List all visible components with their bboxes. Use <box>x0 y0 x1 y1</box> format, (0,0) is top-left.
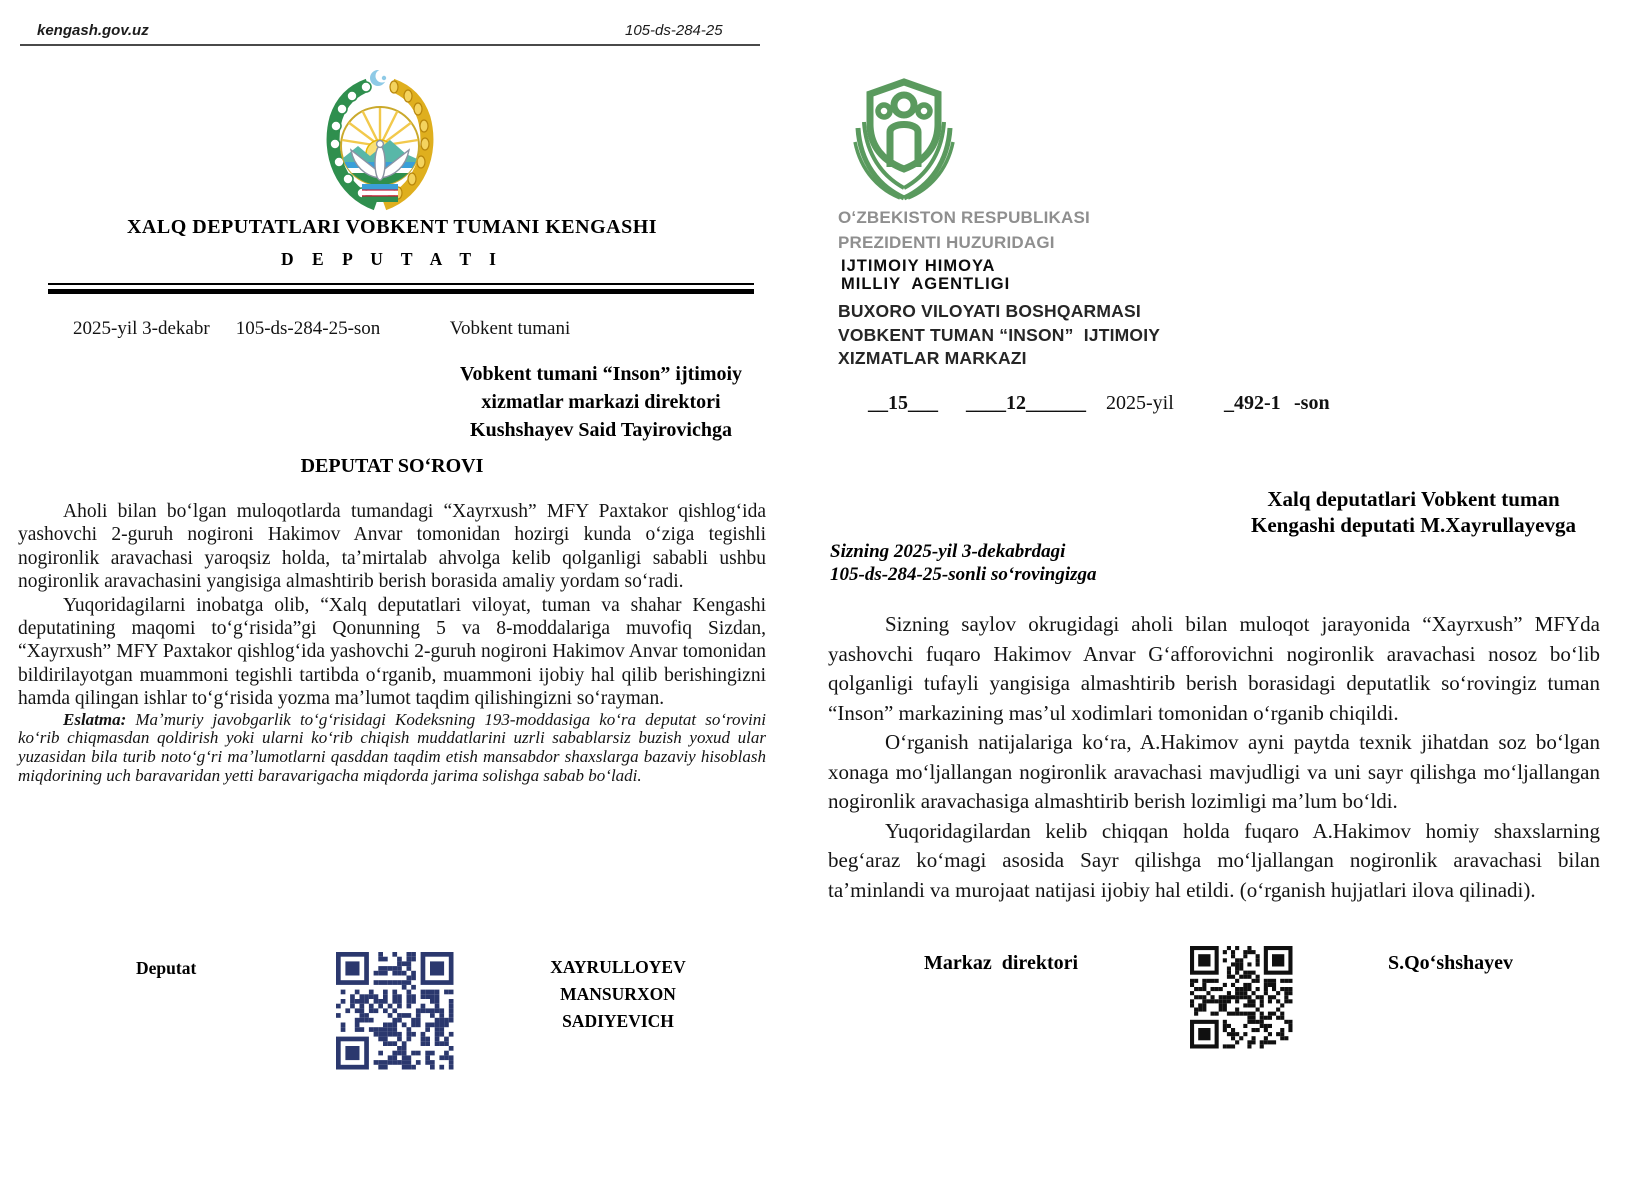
header-doc-number: 105-ds-284-25 <box>625 22 723 39</box>
right-letter <box>828 0 1600 1181</box>
right-date-day: __15___ <box>868 392 938 414</box>
right-reference-line: Sizning 2025-yil 3-dekabrdagi <box>830 541 1066 562</box>
left-signature-name <box>523 954 713 1035</box>
right-reference-line: 105-ds-284-25-sonli soʻrovingizga <box>830 564 1097 585</box>
left-recipient-block <box>438 360 764 444</box>
left-place: Vobkent tumani <box>449 318 571 339</box>
right-recipient-line: Xalq deputatlari Vobkent tuman <box>1267 487 1560 511</box>
right-doc-number: _492-1 <box>1224 392 1281 414</box>
double-rule <box>48 283 754 294</box>
agency-country-line: PREZIDENTI HUZURIDAGI <box>838 232 1055 252</box>
left-org-title-line1: XALQ DEPUTATLARI VOBKENT TUMANI KENGASHI <box>126 216 658 238</box>
header-site-url: kengash.gov.uz <box>37 22 149 39</box>
left-signature-role: Deputat <box>136 958 197 978</box>
left-date: 2025-yil 3-dekabr <box>73 318 210 339</box>
social-protection-agency-logo <box>852 72 956 209</box>
qr-code-right-signature <box>1190 946 1293 1049</box>
branch-name-line: BUXORO VILOYATI BOSHQARMASI <box>838 301 1141 321</box>
uzbekistan-state-emblem <box>310 66 450 217</box>
right-date-month: ____12______ <box>966 392 1086 414</box>
right-body <box>828 610 1600 905</box>
left-recipient-line: Kushshayev Said Tayirovichga <box>470 419 732 441</box>
right-reference-block <box>830 540 1097 586</box>
agency-country-lines <box>838 206 1090 255</box>
left-body <box>18 500 771 786</box>
agency-name-lines <box>841 258 1010 293</box>
agency-name-line: MILLIY AGENTLIGI <box>841 274 1011 293</box>
left-recipient-line: xizmatlar markazi direktori <box>481 391 721 413</box>
left-note-text: Maʼmuriy javobgarlik toʻgʻrisidagi Kodeksning 193-moddasiga koʻra deputat soʻrovini koʻrib chiqmasdan qoldirish yoki ularni koʻrib chiqish muddatlarini uzrli sabablarsiz buzish yoxud ular yuzasidan bila turib notoʻgʻri maʼlumotlarni qasddan taqdim etish mansabdor shaxslarga bazaviy hisoblash miqdorining uch baravaridan yetti baravarigacha miqdorda jarima solishga sabab boʻladi. <box>18 709 771 786</box>
left-letter <box>18 0 771 1181</box>
agency-name-line: IJTIMOIY HIMOYA <box>841 257 996 275</box>
right-doc-number-suffix: -son <box>1294 392 1330 414</box>
left-number: 105-ds-284-25-son <box>235 318 381 339</box>
right-paragraph-1: Sizning saylov okrugidagi aholi bilan muloqot jarayonida “Xayrxush” MFYda yashovchi fuqaro Hakimov Anvar Gʻafforovichni nogironlik aravachasi nosoz boʻlib qolganligi tufayli yangisiga almashtirib berish borasidagi deputatlik soʻrovingiz tuman “Inson” markazining masʼul xodimlari tomonidan oʻrganib chiqildi. <box>828 612 1600 725</box>
right-signature-name: S.Qoʻshshayev <box>1387 952 1514 974</box>
agency-country-line: OʻZBEKISTON RESPUBLIKASI <box>838 208 1090 227</box>
right-paragraph-2: Oʻrganish natijalariga koʻra, A.Hakimov ayni paytda texnik jihatdan soz boʻlgan xonaga moʻljallangan nogironlik aravachasi mavjudligi va uni sayr qilishga moʻljallangan nogironlik aravachasiga almashtirib berish lozimligi maʼlum boʻldi. <box>828 730 1600 813</box>
left-signature-name-line: XAYRULLOYEV <box>550 957 686 977</box>
right-signature-role: Markaz direktori <box>924 952 1079 974</box>
right-paragraph-3: Yuqoridagilardan kelib chiqqan holda fuqaro A.Hakimov homiy shaxslarning begʻaraz koʻmagi asosida Sayr qilishga moʻljallangan nogironlik aravachasi bilan taʼminlandi va murojaat natijasi ijobiy hal etildi. (oʻrganish hujjatlari ilova qilinadi). <box>828 818 1600 902</box>
left-paragraph-2: Yuqoridagilarni inobatga olib, “Xalq deputatlari viloyat, tuman va shahar Kengashi deputatining maqomi toʻgʻrisida”gi Qonunning 5 va 8-moddalariga muvofiq Sizdan, “Xayrxush” MFY Paxtakor qishlogʻida yashovchi 2-guruh nogironi Hakimov Anvar tomonidan bildirilayotgan muammoni tegishli tartibda oʻrganib, muammoni ijobiy hal qilib berishingizni hamda qilingan ishlar toʻgʻrisida yozma maʼlumot taqdim qilishingizni soʻrayman. <box>18 594 766 710</box>
left-note-label: Eslatma: <box>63 709 127 729</box>
qr-code-left-signature <box>336 952 454 1070</box>
branch-name-line: VOBKENT TUMAN “INSON” IJTIMOIY <box>838 324 1161 345</box>
left-paragraph-1: Aholi bilan boʻlgan muloqotlarda tumandagi “Xayrxush” MFY Paxtakor qishlogʻida yashovchi 2-guruh nogironi Hakimov Anvar tomonidan hozirgi kunda oʻziga tegishli nogironlik aravachasi yaroqsiz holda, taʼmirtalab ahvolga kelib qolganligi sababli ushbu nogironlik aravachasini yangisiga almashtirib berish borasida amaliy yordam soʻradi. <box>18 501 766 593</box>
left-org-title-line2: D E P U T A T I <box>281 249 503 269</box>
left-signature-name-line: MANSURXON <box>560 984 676 1004</box>
right-recipient-line: Kengashi deputati M.Xayrullayevga <box>1251 513 1576 537</box>
left-note <box>18 709 771 786</box>
left-signature-name-line: SADIYEVICH <box>562 1011 674 1031</box>
branch-name-line: XIZMATLAR MARKAZI <box>838 348 1027 368</box>
right-date-year: 2025-yil <box>1106 392 1174 414</box>
right-recipient-block <box>1241 486 1586 538</box>
left-recipient-line: Vobkent tumani “Inson” ijtimoiy <box>459 363 743 385</box>
left-subject-title: DEPUTAT SOʻROVI <box>300 455 484 477</box>
branch-name-lines <box>838 300 1160 371</box>
